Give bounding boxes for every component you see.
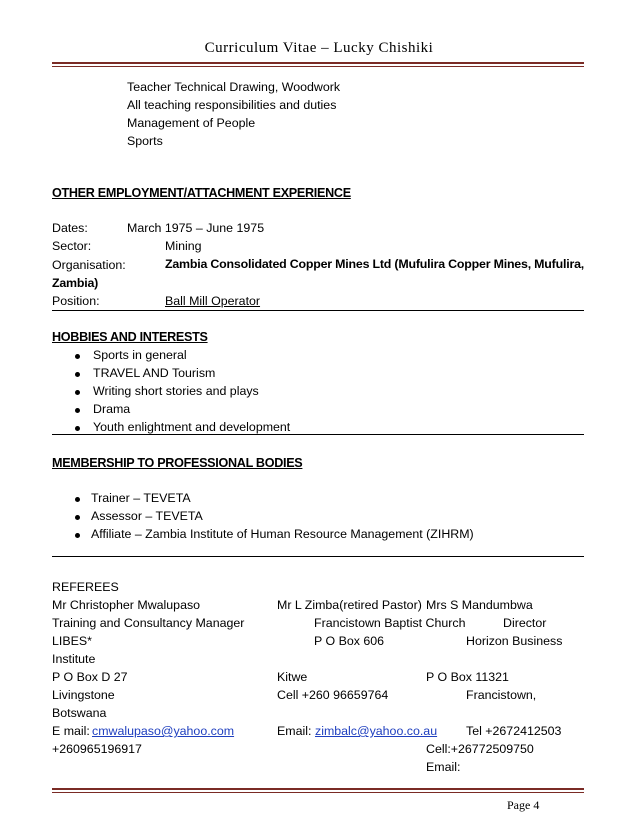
referee3-cell: Cell:+26772509750 [426, 742, 534, 756]
footer-rule [52, 788, 584, 793]
bullet-icon [75, 426, 80, 431]
referees-heading: REFEREES [52, 580, 119, 594]
referee1-org: LIBES* [52, 634, 92, 648]
bullet-icon [75, 372, 80, 377]
referee3-city: Francistown, [466, 688, 537, 702]
bullet-icon [75, 515, 80, 520]
referee3-box: P O Box 11321 [426, 670, 509, 684]
organisation-value: Zambia Consolidated Copper Mines Ltd (Mufulira Copper Mines, Mufulira, [165, 257, 585, 271]
dates-label: Dates: [52, 221, 88, 235]
referee3-tel: Tel +2672412503 [466, 724, 562, 738]
membership-heading: MEMBERSHIP TO PROFESSIONAL BODIES [52, 456, 303, 470]
sector-label: Sector: [52, 239, 92, 253]
referee1-city: Livingstone [52, 688, 115, 702]
sector-value: Mining [165, 239, 202, 253]
duty-line: Teacher Technical Drawing, Woodwork [127, 80, 341, 94]
dates-value: March 1975 – June 1975 [127, 221, 265, 235]
referee1-email-link[interactable]: cmwalupaso@yahoo.com [92, 724, 235, 738]
hobby-item: Writing short stories and plays [93, 384, 259, 398]
referee2-city: Kitwe [277, 670, 308, 684]
position-label: Position: [52, 294, 100, 308]
hobby-item: TRAVEL AND Tourism [93, 366, 216, 380]
referee3-org-cont: Institute [52, 652, 96, 666]
bullet-icon [75, 354, 80, 359]
membership-item: Trainer – TEVETA [91, 491, 191, 505]
referee2-name: Mr L Zimba(retired Pastor) [277, 598, 422, 612]
page-number: Page 4 [507, 798, 540, 812]
referee2-church: Francistown Baptist Church [314, 616, 466, 630]
organisation-label: Organisation: [52, 258, 126, 272]
hobby-item: Youth enlightment and development [93, 420, 291, 434]
hobbies-heading: HOBBIES AND INTERESTS [52, 330, 208, 344]
referee1-phone: +260965196917 [52, 742, 142, 756]
duty-line: All teaching responsibilities and duties [127, 98, 337, 112]
referee2-cell: Cell +260 96659764 [277, 688, 389, 702]
referee3-country: Botswana [52, 706, 107, 720]
header-rule [52, 62, 584, 67]
referee1-title: Training and Consultancy Manager [52, 616, 245, 630]
referee1-email-label: E mail: [52, 724, 90, 738]
referee1-name: Mr Christopher Mwalupaso [52, 598, 201, 612]
section-divider [52, 310, 584, 311]
bullet-icon [75, 497, 80, 502]
page-header-title: Curriculum Vitae – Lucky Chishiki [204, 40, 434, 56]
employment-heading: OTHER EMPLOYMENT/ATTACHMENT EXPERIENCE [52, 186, 351, 200]
bullet-icon [75, 390, 80, 395]
duty-line: Sports [127, 134, 163, 148]
membership-item: Assessor – TEVETA [91, 509, 203, 523]
bullet-icon [75, 533, 80, 538]
referee3-name: Mrs S Mandumbwa [426, 598, 533, 612]
membership-item: Affiliate – Zambia Institute of Human Resource Management (ZIHRM) [91, 527, 474, 541]
hobby-item: Drama [93, 402, 131, 416]
position-value: Ball Mill Operator [165, 294, 261, 308]
section-divider [52, 434, 584, 435]
bullet-icon [75, 408, 80, 413]
referee2-email-link[interactable]: zimbalc@yahoo.co.au [315, 724, 438, 738]
referee3-org: Horizon Business [466, 634, 563, 648]
referee3-title: Director [503, 616, 547, 630]
organisation-value-cont: Zambia) [52, 276, 99, 290]
referee1-box: P O Box D 27 [52, 670, 128, 684]
referee2-box: P O Box 606 [314, 634, 385, 648]
referee2-email-label: Email: [277, 724, 312, 738]
hobby-item: Sports in general [93, 348, 187, 362]
section-divider [52, 556, 584, 557]
referee3-email-label: Email: [426, 760, 461, 774]
duty-line: Management of People [127, 116, 256, 130]
